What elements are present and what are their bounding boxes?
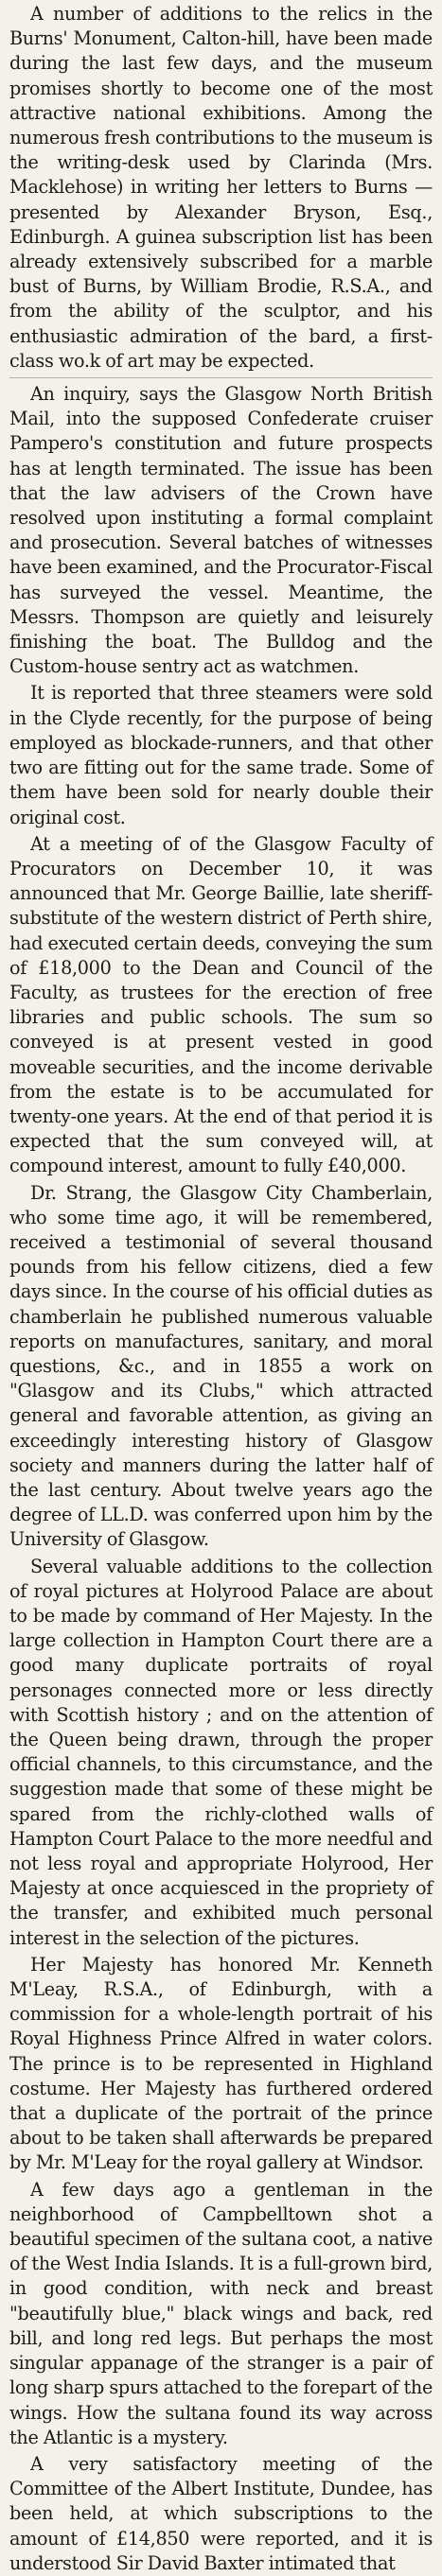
- paragraph-dr-strang: Dr. Strang, the Glasgow City Chamberlain, who some time ago, it will be remembered, received a testimonial of several thousand pounds from his fellow citizens, died a few days since. In the course of his official duties as chamberlain he published numerous valuable reports on manufactures, sanitary, and moral questions, &c., and in 1855 a work on "Glasgow and its Clubs," which attracted general and favorable attention, as giving an exceedingly interesting history of Glasgow society and manners during the latter half of the last century. About twelve years ago the degree of LL.D. was conferred upon him by the University of Glasgow.: [9, 1181, 433, 1551]
- paragraph-blockade-steamers: It is reported that three steamers were sold in the Clyde recently, for the purpose of being employed as blockade-runners, and that other two are fitting out for the same trade. Some of them have been sold for nearly double their original cost.: [9, 682, 433, 828]
- paragraph-pampero-inquiry: An inquiry, says the Glasgow North British Mail, into the supposed Confederate cruiser Pampero's constitution and future prospects has at length terminated. The issue has been that the law advisers of the Crown have resolved upon instituting a formal complaint and prosecution. Several batches of witnesses have been examined, and the Procurator-Fiscal has surveyed the vessel. Meantime, the Messrs. Thompson are quietly and leisurely finishing the boat. The Bulldog and the Custom-house sentry act as watchmen.: [9, 383, 433, 678]
- paragraph-sultana-coot: A few days ago a gentleman in the neighborhood of Campbelltown shot a beautiful specimen of the sultana coot, a native of the West India Islands. It is a full-grown bird, in good condition, with neck and breast "beautifully blue," black wings and back, red bill, and long red legs. But perhaps the most singular appanage of the stranger is a pair of long sharp spurs attached to the forepart of the wings. How the sultana found its way across the Atlantic is a mystery.: [9, 2178, 433, 2448]
- column-rule: [9, 377, 433, 378]
- paragraph-faculty-procurators: At a meeting of of the Glasgow Faculty of Procurators on December 10, it was announced that Mr. George Baillie, late sheriff-substitute of the western district of Perth shire, had executed certain deeds, conveying the sum of £18,000 to the Dean and Council of the Faculty, as trustees for the erection of free libraries and public schools. The sum so conveyed is at present vested in good moveable securities, and the income derivable from the estate is to be accumulated for twenty-one years. At the end of that period it is expected that the sum conveyed will, at compound interest, amount to fully £40,000.: [9, 832, 433, 1177]
- paragraph-burns-monument: A number of additions to the relics in the Burns' Monument, Calton-hill, have been made during the last few days, and the museum promises shortly to become one of the most attractive national exhibitions. Among the numerous fresh contributions to the museum is the writing-desk used by Clarinda (Mrs. Macklehose) in writing her letters to Burns — presented by Alexander Bryson, Esq., Edinburgh. A guinea subscription list has been already extensively subscribed for a marble bust of Burns, by William Brodie, R.S.A., and from the ability of the sculptor, and his enthusiastic admiration of the bard, a first-class wo.k of art may be expected.: [9, 3, 433, 372]
- paragraph-holyrood-pictures: Several valuable additions to the collection of royal pictures at Holyrood Palace are about to be made by command of Her Majesty. In the large collection in Hampton Court there are a good many duplicate portraits of royal personages connected more or less directly with Scottish history ; and on the attention of the Queen being drawn, through the proper official channels, to this circumstance, and the suggestion made that some of these might be spared from the richly-clothed walls of Hampton Court Palace to the more needful and not less royal and appropriate Holyrood, Her Majesty at once acquiesced in the propriety of the transfer, and exhibited much personal interest in the selection of the pictures.: [9, 1555, 433, 1949]
- paragraph-mleay-portrait: Her Majesty has honored Mr. Kenneth M'Leay, R.S.A., of Edinburgh, with a commission for a whole-length portrait of his Royal Highness Prince Alfred in water colors. The prince is to be represented in Highland costume. Her Majesty has furthered ordered that a duplicate of the portrait of the prince about to be taken shall afterwards be prepared by Mr. M'Leay for the royal gallery at Windsor.: [9, 1953, 433, 2174]
- paragraph-albert-institute: A very satisfactory meeting of the Committee of the Albert Institute, Dundee, has been held, at which subscriptions to the amount of £14,850 were reported, and it is understood Sir David Baxter intimated that: [9, 2452, 433, 2574]
